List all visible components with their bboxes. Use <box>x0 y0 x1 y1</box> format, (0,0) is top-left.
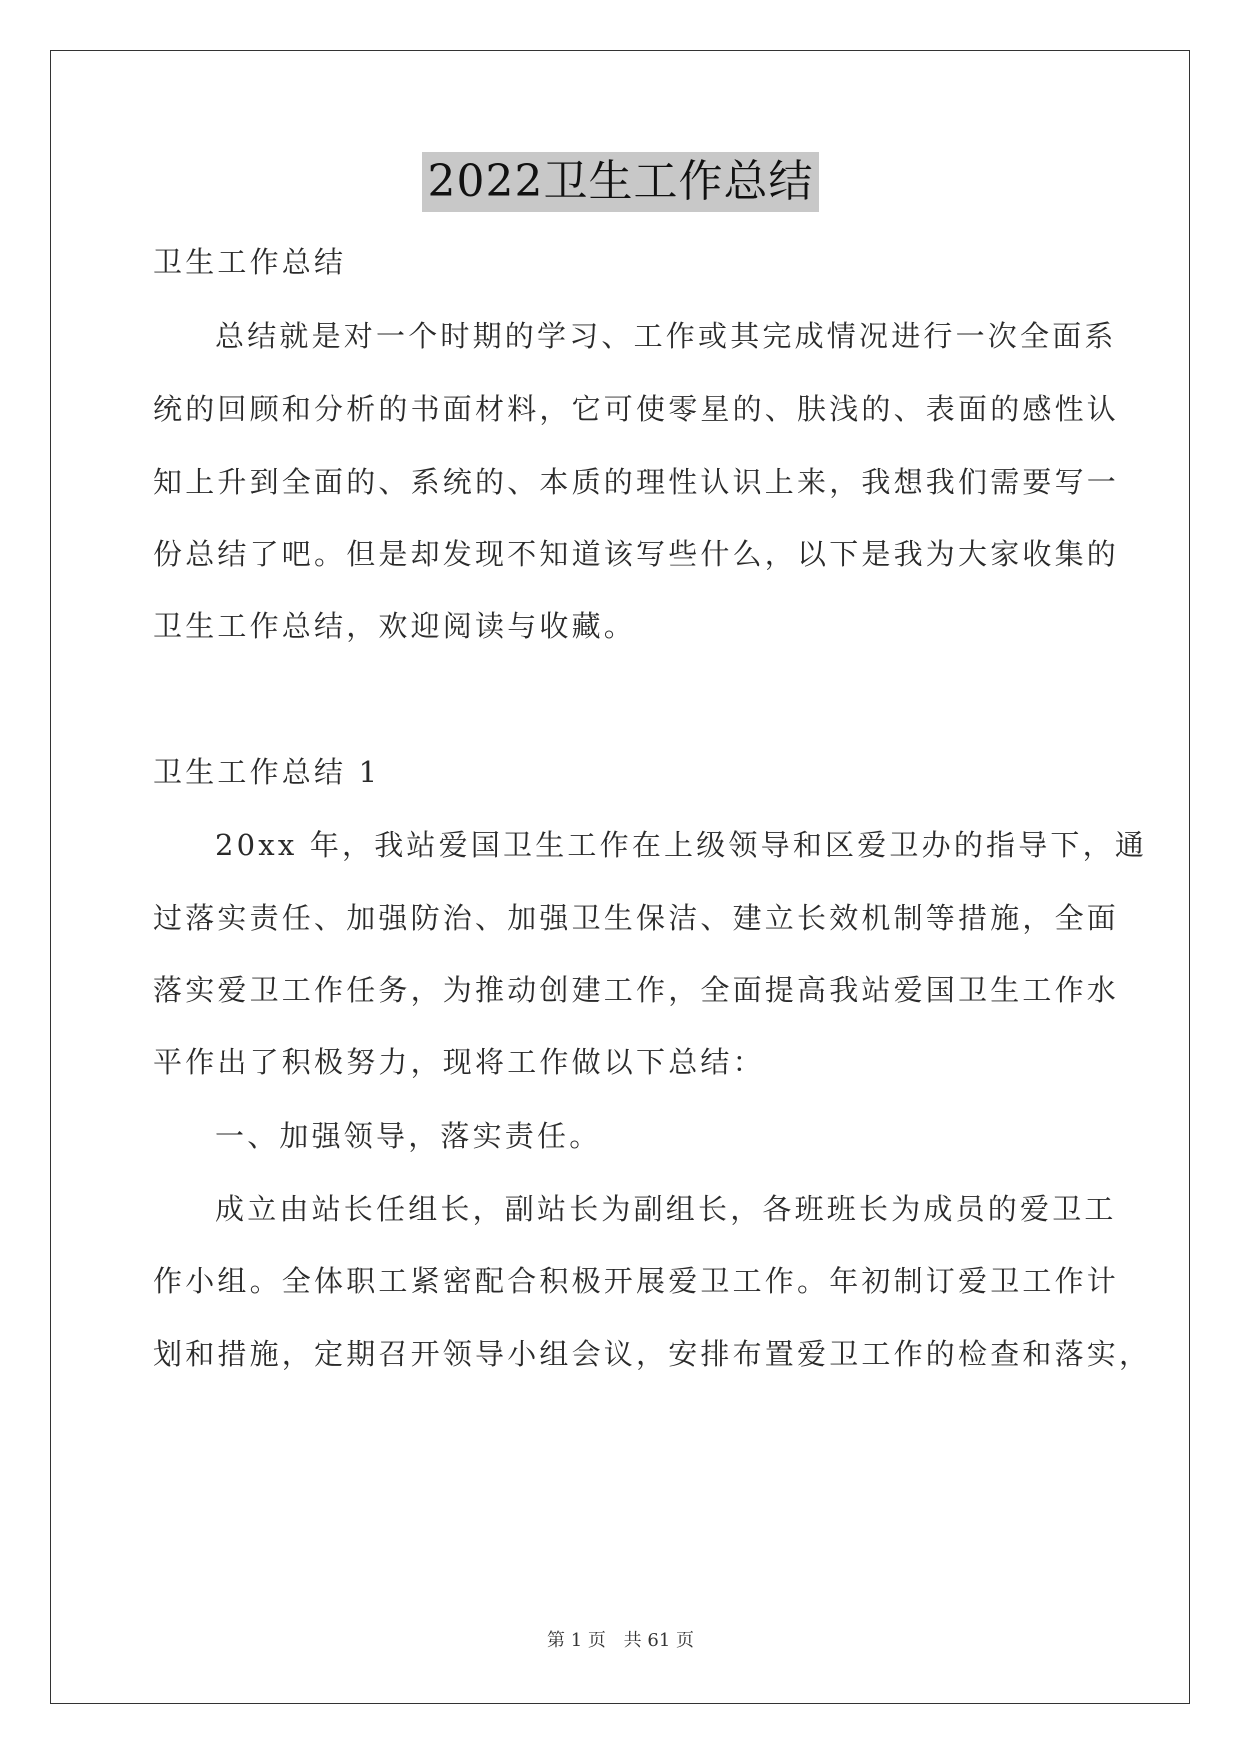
document-title: 2022卫生工作总结 <box>422 152 820 212</box>
intro-line-2: 统的回顾和分析的书面材料，它可使零星的、肤浅的、表面的感性认 <box>153 392 1120 426</box>
intro-line-5: 卫生工作总结，欢迎阅读与收藏。 <box>153 609 637 643</box>
page-total: 共 61 页 <box>623 1630 694 1651</box>
page-frame <box>50 50 1190 1704</box>
section1-line-2: 过落实责任、加强防治、加强卫生保洁、建立长效机制等措施，全面 <box>153 901 1120 935</box>
point1-line-1: 成立由站长任组长，副站长为副组长，各班班长为成员的爱卫工 <box>215 1192 1117 1226</box>
intro-line-3: 知上升到全面的、系统的、本质的理性认识上来，我想我们需要写一 <box>153 465 1120 499</box>
section1-line-4: 平作出了积极努力，现将工作做以下总结： <box>153 1045 765 1079</box>
intro-heading: 卫生工作总结 <box>153 245 347 279</box>
intro-line-4: 份总结了吧。但是却发现不知道该写些什么，以下是我为大家收集的 <box>153 537 1120 571</box>
page-number: 第 1 页 <box>547 1630 606 1651</box>
section1-line-1: 20xx 年，我站爱国卫生工作在上级领导和区爱卫办的指导下，通 <box>215 828 1148 862</box>
page-footer <box>0 1626 1241 1652</box>
title-wrap <box>0 152 1241 212</box>
section1-heading: 卫生工作总结 1 <box>153 755 381 789</box>
point1-line-3: 划和措施，定期召开领导小组会议，安排布置爱卫工作的检查和落实， <box>153 1337 1152 1371</box>
point1-line-2: 作小组。全体职工紧密配合积极开展爱卫工作。年初制订爱卫工作计 <box>153 1264 1120 1298</box>
intro-line-1: 总结就是对一个时期的学习、工作或其完成情况进行一次全面系 <box>215 319 1117 353</box>
point1-heading: 一、加强领导，落实责任。 <box>215 1119 602 1153</box>
section1-line-3: 落实爱卫工作任务，为推动创建工作，全面提高我站爱国卫生工作水 <box>153 973 1120 1007</box>
